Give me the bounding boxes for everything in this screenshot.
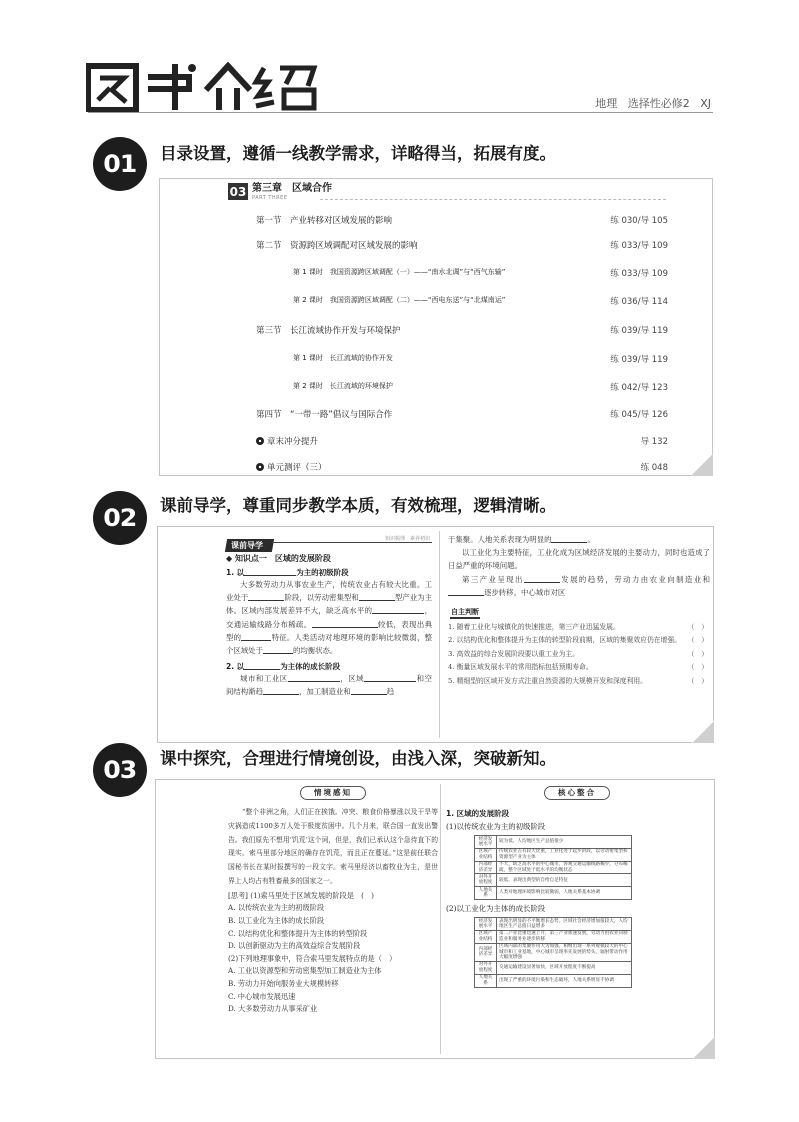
section-title-03: 课中探究，合理进行情境创设，由浅入深，突破新知。 [160,749,556,768]
table-key: 经济发展水平 [475,836,497,849]
book-intro-logo [86,62,336,112]
table-value: 人类对地理环境影响比较微弱，人地关系基本协调 [497,887,632,900]
explore-right-column [446,786,708,988]
table-value: 区域内部的集聚作用大为加强，相继出现一系列规模较大的中心城市和工业基地，中心城市呈现率先发展的势头，辐射带动作用大幅度增强 [497,943,632,961]
table-row [475,887,632,900]
option[interactable]: A. 以传统农业为主的初级阶段 [228,903,325,913]
integration-pill: 核心整合 [544,786,610,800]
option[interactable]: D. 大多数劳动力从事采矿业 [228,1004,318,1014]
table-key: 人地关系 [475,887,497,900]
table-row [475,848,632,861]
guide-tag-hint: 知识梳理 素养初识 [384,536,430,542]
toc-row-page: 练 048 [640,463,668,473]
fill-blank[interactable] [244,661,280,670]
toc-row-page: 练 042/导 123 [610,383,668,393]
table-value: 交通运输建设显著加快，区域开放程度不断提高 [497,961,632,974]
option[interactable]: B. 劳动力开始向服务业大规模转移 [228,978,339,988]
toc-row-title: 第三节 长江流域协作开发与环境保护 [256,326,401,336]
option[interactable]: D. 以创新驱动为主的高效益综合发展阶段 [228,941,361,951]
stage-1-subheading: (1)以传统农业为主的初级阶段 [446,822,546,831]
table-key: 内部经济差异 [475,861,497,874]
table-key: 区域产业结构 [475,930,497,943]
guide-left-column [226,533,432,699]
toc-row-page: 练 045/导 126 [610,410,668,420]
question-2: (2)下列地理事象中，符合索马里发展特点的是（ ） [228,953,397,963]
section-title-01: 目录设置，遵循一线教学需求，详略得当，拓展有度。 [160,144,556,163]
fill-blank[interactable] [524,574,560,583]
stage-2-subheading: (2)以工业化为主体的成长阶段 [446,904,546,914]
fill-blank[interactable] [351,686,387,695]
toc-row-page: 练 033/导 109 [610,269,668,279]
table-row [475,930,632,943]
table-key: 内部经济差异 [475,943,497,961]
judge-question[interactable]: 1. 随着工业化与城镇化的快速推进，第三产业迅猛发展。 （ ） [448,623,708,632]
table-value: 第二产业比重迅速上升，第三产业加速发展，劳动力由农业向制造业和服务业逐步转移 [497,930,632,943]
table-row [475,861,632,874]
table-row [475,918,632,931]
toc-row-title: 第一节 产业转移对区域发展的影响 [256,216,393,226]
chapter-number: 03 [229,184,247,199]
fill-blank[interactable] [448,587,484,596]
fill-blank[interactable] [244,567,296,576]
stage-heading-1 [226,567,432,578]
tertiary-paragraph: 第三产业呈现出 发展的趋势，劳动力由农业向制造业和逐步转移。中心城市对区 [448,573,710,599]
toc-row-title: 第 1 课时 我国资源跨区域调配（一）——“南水北调”与“西气东输” [293,268,506,276]
stage-heading-1-suffix: 为主的初级阶段 [296,568,349,577]
bullet-circle-icon [256,437,264,445]
table-value: 表现出明显的不平衡增长态势，区域社会经济增加值较大，人均地区生产总值日益增多 [497,918,632,931]
toc-row-title: 第二节 资源跨区域调配对区域发展的影响 [256,241,418,251]
guide-tag: 课前导学 [225,539,274,552]
option[interactable]: C. 以结构优化和整体提升为主体的转型阶段 [228,928,368,938]
toc-row-page: 练 036/导 114 [610,297,668,307]
page-fold-corner [691,454,713,476]
toc-row-title: 第 2 课时 我国资源跨区域调配（二）——“西电东送”与“北煤南运” [293,296,506,304]
column-divider [440,784,441,1054]
table-key: 人地关系 [475,974,497,987]
continued-paragraph: 于集聚。人地关系表现为明显的 。 [448,535,595,544]
stage-heading-2-suffix: 为主体的成长阶段 [280,662,341,672]
fill-blank[interactable] [372,605,424,614]
toc-row-title: 章末冲分提升 [267,437,319,447]
chapter-en: PART THREE [252,195,288,201]
stage-2-table [474,917,632,987]
judge-question[interactable]: 3. 高效益的综合发展阶段要以重工业为主。 （ ） [448,649,708,658]
toc-row-title: 单元测评（三） [267,463,327,473]
stage-heading-1-prefix: 1. 以 [226,568,245,577]
toc-row-page: 练 039/导 119 [610,326,668,336]
industrialization-paragraph: 以工业化为主要特征，工业化成为区域经济发展的主要动力，同时也造成了日益严重的环境问题。 [448,548,710,571]
toc-row-page: 练 030/导 105 [610,216,668,226]
table-value: 出现了严重的环境污染和生态破坏，人地关系明显不协调 [497,974,632,987]
fill-blank[interactable] [364,673,416,682]
table-key: 对外开放程度 [475,961,497,974]
toc-row-title: 第四节 “一带一路”倡议与国际合作 [256,410,393,420]
toc-panel [159,178,713,476]
option[interactable]: B. 以工业化为主体的成长阶段 [228,915,325,925]
table-key: 经济发展水平 [475,918,497,931]
judge-question[interactable]: 5. 精细型的区域开发方式注重自然资源的大规模开发和深度利用。 （ ） [448,676,708,685]
table-row [475,943,632,961]
toc-row-title: 第 2 课时 长江流域的环境保护 [293,382,393,390]
stage-heading-2 [226,661,432,672]
toc-row-page: 导 132 [640,437,668,447]
table-row [475,836,632,849]
toc-row-page: 练 039/导 119 [610,355,668,365]
table-value: 较低，表现出典型的自给自足特征 [497,874,632,887]
summary-heading: 1. 区域的发展阶段 [446,809,510,818]
table-key: 区域产业结构 [475,848,497,861]
explore-panel [155,779,715,1059]
table-key: 对外开放程度 [475,874,497,887]
fill-blank[interactable] [312,619,378,628]
fill-blank[interactable] [359,592,395,601]
scenario-text: “整个非洲之角，人们正在挨饿。冲突、粮食价格暴涨以及干旱等灾祸造成1100多万人处于极度贫困中。几个月来，联合国一直发出警告。我们原先不想用‘饥荒’这个词，但是，我们已承认这个急待直下的现实。索马里部分地区的确存在饥荒，而且正在蔓延。”这是前任联合国秘书长在某时报撰写的一段文字。索马里经济以畜牧业为主，是世界上人均占有牲畜最多的国家之一。 [228,808,438,885]
table-row [475,961,632,974]
fill-blank[interactable] [248,592,284,601]
scenario-pill: 情境感知 [300,786,366,800]
stage-1-table [474,835,632,900]
fill-blank[interactable] [288,673,340,682]
section-badge-02: 02 [93,491,147,545]
judge-question[interactable]: 2. 以结构优化和整体提升为主体的转型阶段前期，区域的集聚效应仍在增强。 （ ） [448,636,708,645]
toc-row-page: 练 033/导 109 [610,241,668,251]
fill-blank[interactable] [263,645,293,654]
table-value: 不大，缺乏高水平的中心城市，客观交通运输线路稀少，分布稀疏，整个区域处于低水平的均衡状态 [497,861,632,874]
table-value: 传统农业占有较大比重，工业化处于起步阶段，以劳动密集型和资源型产业为主体 [497,848,632,861]
bullet-circle-icon [256,463,264,471]
subject-label: 地理 选择性必修2 XJ [595,97,711,110]
table-value: 较为低，人均地区生产总值很少 [497,836,632,849]
stage-2-paragraph: 城市和工业区 ，区域 和空间结构渐趋 ，加工制造业和 趋 [226,674,432,697]
section-badge-03: 03 [93,743,147,797]
header-divider [88,112,713,113]
guide-tag-rule [272,542,432,543]
chapter-divider [320,199,666,200]
explore-left-column [228,786,438,1016]
option[interactable]: A. 工业以资源型和劳动密集型加工制造业为主体 [228,966,382,976]
toc-row-title: 第 1 课时 长江流域的协作开发 [293,354,393,362]
fill-blank[interactable] [551,534,587,543]
guide-panel [157,526,714,743]
chapter-title: 第三章 区域合作 [252,183,332,194]
self-judge-tag: 自主判断 [450,607,480,619]
stage-1-paragraph: 大多数劳动力从事农业生产，传统农业占有较大比重。工业处于 阶段，以劳动密集型和 型产业为主体。区域内部发展差异不大，缺乏高水平的 ，交通运输线路分布稀疏。 较低，表现出典型的 特征。人类活动对地理环境的影响比较微弱，整个区域处于 的均衡状态。 [226,580,432,656]
table-row [475,974,632,987]
stage-heading-2-prefix: 2. 以 [226,662,245,672]
fill-blank[interactable] [241,632,271,641]
section-title-02: 课前导学，尊重同步教学本质，有效梳理，逻辑清晰。 [160,496,556,515]
judge-question[interactable]: 4. 衡量区域发展水平的常用指标包括预期寿命。 （ ） [448,663,708,672]
question-1: [思考] (1)索马里处于区域发展的阶段是 ( ) [228,890,374,900]
page-fold-corner [692,721,714,743]
column-divider [439,531,440,738]
section-badge-01: 01 [93,137,147,191]
table-row [475,874,632,887]
fill-blank[interactable] [263,686,299,695]
page-fold-corner [693,1037,715,1059]
option[interactable]: C. 中心城市发展迅速 [228,991,296,1001]
guide-right-column [448,533,710,688]
knowledge-point-heading: ◆ 知识点一 区域的发展阶段 [226,554,331,563]
